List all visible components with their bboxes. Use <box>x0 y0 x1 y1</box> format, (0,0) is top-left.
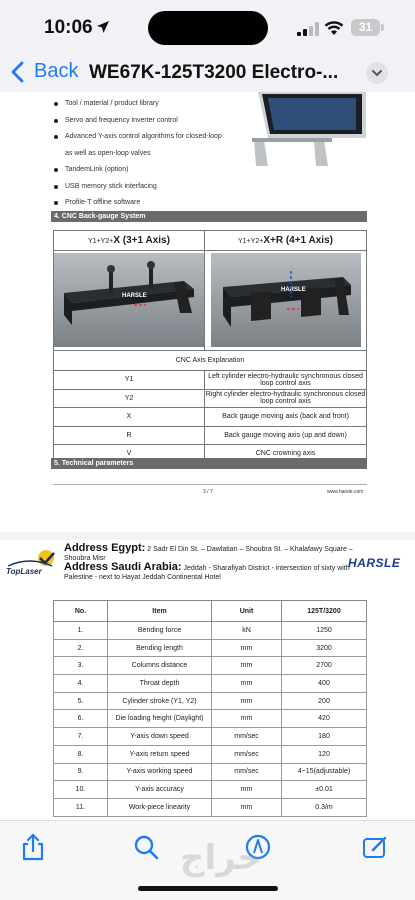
row-no: 1. <box>54 622 108 640</box>
list-item: Tool / material / product library <box>54 96 222 113</box>
table-row <box>54 798 367 816</box>
document-title: WE67K-125T3200 Electro-... <box>89 62 339 83</box>
axis-code: X <box>54 408 205 427</box>
row-value: 2700 <box>282 657 367 675</box>
share-icon[interactable] <box>20 833 46 861</box>
table-header-row <box>54 601 367 622</box>
axis-prefix: Y1+Y2+ <box>238 238 264 245</box>
row-unit: mm <box>212 639 282 657</box>
row-unit: mm <box>212 692 282 710</box>
row-no: 9. <box>54 763 108 781</box>
feature-list <box>54 96 222 212</box>
section-heading: 4. CNC Back-gauge System <box>51 211 367 222</box>
column-header: Item <box>108 601 212 622</box>
address-egypt-label: Address Egypt: <box>64 542 146 554</box>
backgauge-image <box>54 253 204 347</box>
column-header: No. <box>54 601 108 622</box>
row-item: Y-axis working speed <box>108 763 212 781</box>
wifi-icon <box>324 20 344 36</box>
column-header: 125T/3200 <box>282 601 367 622</box>
home-indicator <box>138 886 278 891</box>
image-brand-label: HARSLE <box>122 292 147 299</box>
row-no: 2. <box>54 639 108 657</box>
axis-prefix: Y1+Y2+ <box>88 238 114 245</box>
section-heading: 5. Technical parameters <box>51 458 367 469</box>
list-item: as well as open-loop valves <box>65 149 151 157</box>
row-no: 6. <box>54 710 108 728</box>
row-item: Die loading height (Daylight) <box>108 710 212 728</box>
navigation-bar <box>0 54 415 92</box>
row-unit: kN <box>212 622 282 640</box>
address-saudi-label: Address Saudi Arabia: <box>64 561 182 573</box>
technical-parameters-table <box>53 600 367 817</box>
row-unit: mm <box>212 781 282 799</box>
list-item: USB memory stick interfacing <box>54 179 222 196</box>
list-item: Servo and frequency inverter control <box>54 113 222 130</box>
row-unit: mm/sec <box>212 763 282 781</box>
status-time: 10:06 <box>44 17 93 38</box>
battery-icon: 31 <box>351 19 380 36</box>
axis-code: V <box>54 445 205 464</box>
address-saudi: Jeddah - Sharafiyah District - intersection of sixty with Palestine - next to Hayat Jeddah Continental Hotel <box>64 565 350 581</box>
axis-label: X+R (4+1 Axis) <box>263 235 333 246</box>
chevron-down-icon <box>366 62 388 84</box>
row-value: 200 <box>282 692 367 710</box>
axis-description: CNC crowning axis <box>205 445 367 464</box>
axis-description: Right cylinder electro-hydraulic synchronous closed loop control axis <box>205 389 367 408</box>
row-value: ±0.01 <box>282 781 367 799</box>
page-number: 3 / 7 <box>203 489 213 495</box>
row-no: 3. <box>54 657 108 675</box>
row-no: 7. <box>54 728 108 746</box>
pdf-page-4 <box>0 540 415 820</box>
row-value: 3200 <box>282 639 367 657</box>
page-url: www.harsle.com <box>327 489 364 495</box>
axis-config-right <box>205 231 367 251</box>
backgauge-image-3axis <box>54 251 205 351</box>
page-divider <box>53 484 367 485</box>
row-value: 180 <box>282 728 367 746</box>
axis-label: X (3+1 Axis) <box>113 235 170 246</box>
row-no: 8. <box>54 745 108 763</box>
status-bar <box>0 0 415 54</box>
row-no: 5. <box>54 692 108 710</box>
row-item: Throat depth <box>108 675 212 693</box>
axis-config-left <box>54 231 205 251</box>
row-item: Y-axis return speed <box>108 745 212 763</box>
edit-icon[interactable] <box>362 833 388 861</box>
back-label: Back <box>34 60 79 82</box>
row-item: Bending length <box>108 639 212 657</box>
axis-explanation-title: CNC Axis Explanation <box>54 351 367 371</box>
watermark-logo: حراج <box>180 838 262 878</box>
axis-code: R <box>54 426 205 445</box>
row-no: 4. <box>54 675 108 693</box>
row-unit: mm <box>212 675 282 693</box>
table-row <box>54 728 367 746</box>
table-row <box>54 675 367 693</box>
harsle-logo: HARSLE <box>348 556 401 570</box>
controller-monitor-image <box>244 92 370 166</box>
chevron-left-icon <box>10 61 24 83</box>
axis-description: Back gauge moving axis (up and down) <box>205 426 367 445</box>
row-unit: mm/sec <box>212 745 282 763</box>
table-row <box>54 745 367 763</box>
row-item: Y-axis down speed <box>108 728 212 746</box>
row-value: 4~15(adjustable) <box>282 763 367 781</box>
row-no: 11. <box>54 798 108 816</box>
row-value: 120 <box>282 745 367 763</box>
cellular-signal-icon <box>297 22 319 36</box>
row-item: Y-axis accuracy <box>108 781 212 799</box>
row-item: Cylinder stroke (Y1, Y2) <box>108 692 212 710</box>
table-row <box>54 710 367 728</box>
dynamic-island <box>148 11 268 45</box>
backgauge-image-4axis <box>205 251 367 351</box>
row-item: Columns distance <box>108 657 212 675</box>
axis-table <box>53 230 367 464</box>
row-value: 1250 <box>282 622 367 640</box>
axis-code: Y2 <box>54 389 205 408</box>
row-value: 420 <box>282 710 367 728</box>
location-arrow-icon <box>96 20 110 34</box>
axis-code: Y1 <box>54 371 205 390</box>
toplaser-logo-text: TopLaser <box>6 567 42 576</box>
table-row <box>54 622 367 640</box>
table-row <box>54 639 367 657</box>
table-row <box>54 763 367 781</box>
axis-description: Left cylinder electro-hydraulic synchronous closed loop control axis <box>205 371 367 390</box>
search-icon[interactable] <box>133 833 159 861</box>
row-unit: mm/sec <box>212 728 282 746</box>
image-brand-label: HARSLE <box>280 286 306 293</box>
address-egypt: 2 Sadr El Din St. – Dawlatian – Shoubra St. – Khalafawy Square – Shoubra Misr <box>64 546 353 562</box>
row-no: 10. <box>54 781 108 799</box>
back-button[interactable] <box>10 60 78 83</box>
title-menu-button[interactable] <box>366 62 388 84</box>
address-block <box>64 544 354 582</box>
column-header: Unit <box>212 601 282 622</box>
list-item: Advanced Y-axis control algorithms for closed-loop <box>54 129 222 146</box>
pdf-page-3 <box>0 92 415 532</box>
table-row <box>54 657 367 675</box>
row-value: 0.3/m <box>282 798 367 816</box>
list-item: TandemLink (option) <box>54 162 222 179</box>
backgauge-image <box>211 253 361 347</box>
axis-description: Back gauge moving axis (back and front) <box>205 408 367 427</box>
row-unit: mm <box>212 798 282 816</box>
row-item: Bending force <box>108 622 212 640</box>
row-unit: mm <box>212 657 282 675</box>
table-row <box>54 781 367 799</box>
list-item: Profile-T offline software <box>54 195 222 212</box>
row-item: Work-piece linearity <box>108 798 212 816</box>
table-row <box>54 692 367 710</box>
row-unit: mm <box>212 710 282 728</box>
battery-tip <box>381 24 384 31</box>
row-value: 400 <box>282 675 367 693</box>
